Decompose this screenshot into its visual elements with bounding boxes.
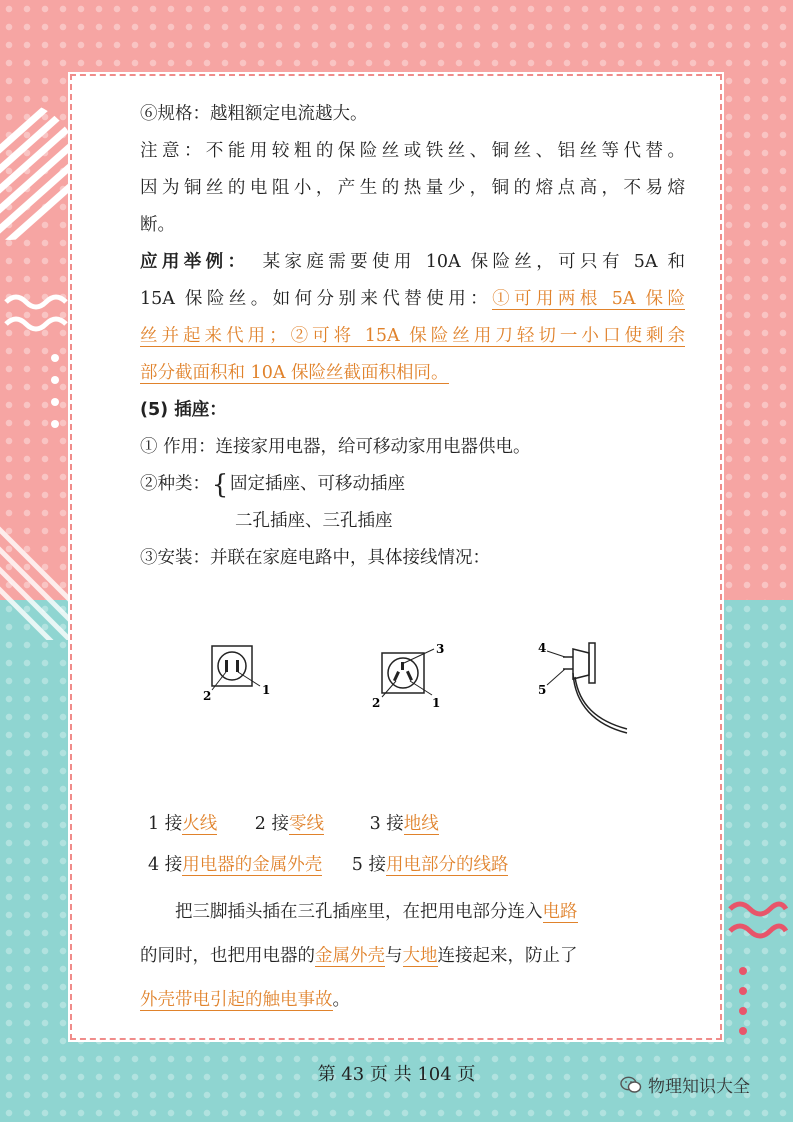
label-1: 1	[262, 683, 271, 697]
a2-answer: 零线	[288, 814, 324, 834]
document-body	[140, 96, 685, 577]
brand-watermark	[620, 1072, 790, 1097]
answer-text: 部分截面积和 10A 保险丝截面积相同。	[140, 363, 449, 383]
answer-text: 金属外壳	[315, 946, 385, 966]
a5-answer: 用电部分的线路	[385, 855, 509, 875]
conclusion-paragraph	[140, 890, 685, 1022]
example-line-4	[140, 355, 685, 392]
three-hole-socket-diagram	[370, 635, 460, 715]
spec-line: ⑥规格：越粗额定电流越大。	[140, 104, 368, 124]
a4-answer: 用电器的金属外壳	[182, 855, 323, 875]
a4-prefix: 4 接	[148, 855, 183, 875]
socket-types-label: ②种类：	[140, 474, 210, 494]
answer-text: 大地	[402, 946, 438, 966]
wechat-icon	[620, 1076, 642, 1094]
socket-types	[140, 466, 685, 503]
a3-answer: 地线	[403, 814, 439, 834]
brand-name: 物理知识大全	[648, 1077, 750, 1097]
socket-types-b: 二孔插座、三孔插座	[235, 511, 393, 531]
note-line-3: 断。	[140, 215, 175, 235]
conclusion-text: 的同时，也把用电器的	[140, 946, 315, 966]
socket-types-a: 固定插座、可移动插座	[230, 474, 405, 494]
conclusion-text: 与	[385, 946, 403, 966]
example-line-1	[140, 244, 685, 281]
page-number: 第 43 页 共 104 页	[317, 1064, 476, 1085]
decor-dots-icon	[48, 350, 62, 450]
answers-row-2	[148, 847, 688, 884]
socket-install: ③安装：并联在家庭电路中，具体接线情况：	[140, 548, 490, 568]
a1-prefix: 1 接	[148, 814, 183, 834]
conclusion-line-1	[140, 890, 685, 934]
a3-prefix: 3 接	[369, 814, 404, 834]
two-hole-socket-diagram	[200, 630, 280, 710]
conclusion-text: 连接起来，防止了	[437, 946, 578, 966]
socket-function: ① 作用：连接家用电器，给可移动家用电器供电。	[140, 437, 531, 457]
three-pin-plug-diagram	[535, 635, 645, 745]
answers-section	[148, 806, 688, 884]
label-5: 5	[538, 683, 547, 697]
label-1: 1	[432, 696, 441, 710]
brace-icon: {	[211, 470, 229, 500]
note-line-2: 因为铜丝的电阻小，产生的热量少，铜的熔点高，不易熔	[140, 178, 685, 198]
a1-answer: 火线	[182, 814, 218, 834]
section-heading-socket: (5) 插座：	[140, 400, 227, 420]
label-2: 2	[372, 696, 381, 710]
conclusion-text: 把三脚插头插在三孔插座里，在把用电部分连入	[175, 902, 543, 922]
label-2: 2	[203, 689, 212, 703]
decor-circle-stripes-icon	[0, 60, 70, 240]
a2-prefix: 2 接	[254, 814, 289, 834]
label-3: 3	[436, 642, 445, 656]
decor-wave-right-icon	[728, 895, 788, 955]
decor-dots-right-icon	[736, 965, 750, 1045]
answer-text: 电路	[542, 902, 578, 922]
a5-prefix: 5 接	[351, 855, 386, 875]
note-line-1: 注意：不能用较粗的保险丝或铁丝、铜丝、铝丝等代替。	[140, 141, 685, 161]
decor-wave-icon	[2, 290, 68, 350]
example-text: 某家庭需要使用 10A 保险丝，可只有 5A 和	[240, 252, 686, 272]
example-line-3	[140, 318, 685, 355]
answers-row-1	[148, 806, 688, 843]
answer-text: 外壳带电引起的触电事故	[140, 990, 333, 1010]
conclusion-text: 。	[332, 990, 350, 1010]
socket-types-b-row	[140, 503, 685, 540]
answer-text: ①可用两根 5A 保险	[492, 289, 685, 309]
example-label: 应用举例：	[140, 252, 241, 272]
example-question: 15A 保险丝。如何分别来代替使用：	[140, 289, 493, 309]
example-line-2	[140, 281, 685, 318]
conclusion-line-3	[140, 978, 685, 1022]
conclusion-line-2	[140, 934, 685, 978]
label-4: 4	[538, 641, 547, 655]
decor-stripes-icon	[0, 480, 70, 640]
answer-text: 丝并起来代用；②可将 15A 保险丝用刀轻切一小口使剩余	[140, 326, 685, 346]
